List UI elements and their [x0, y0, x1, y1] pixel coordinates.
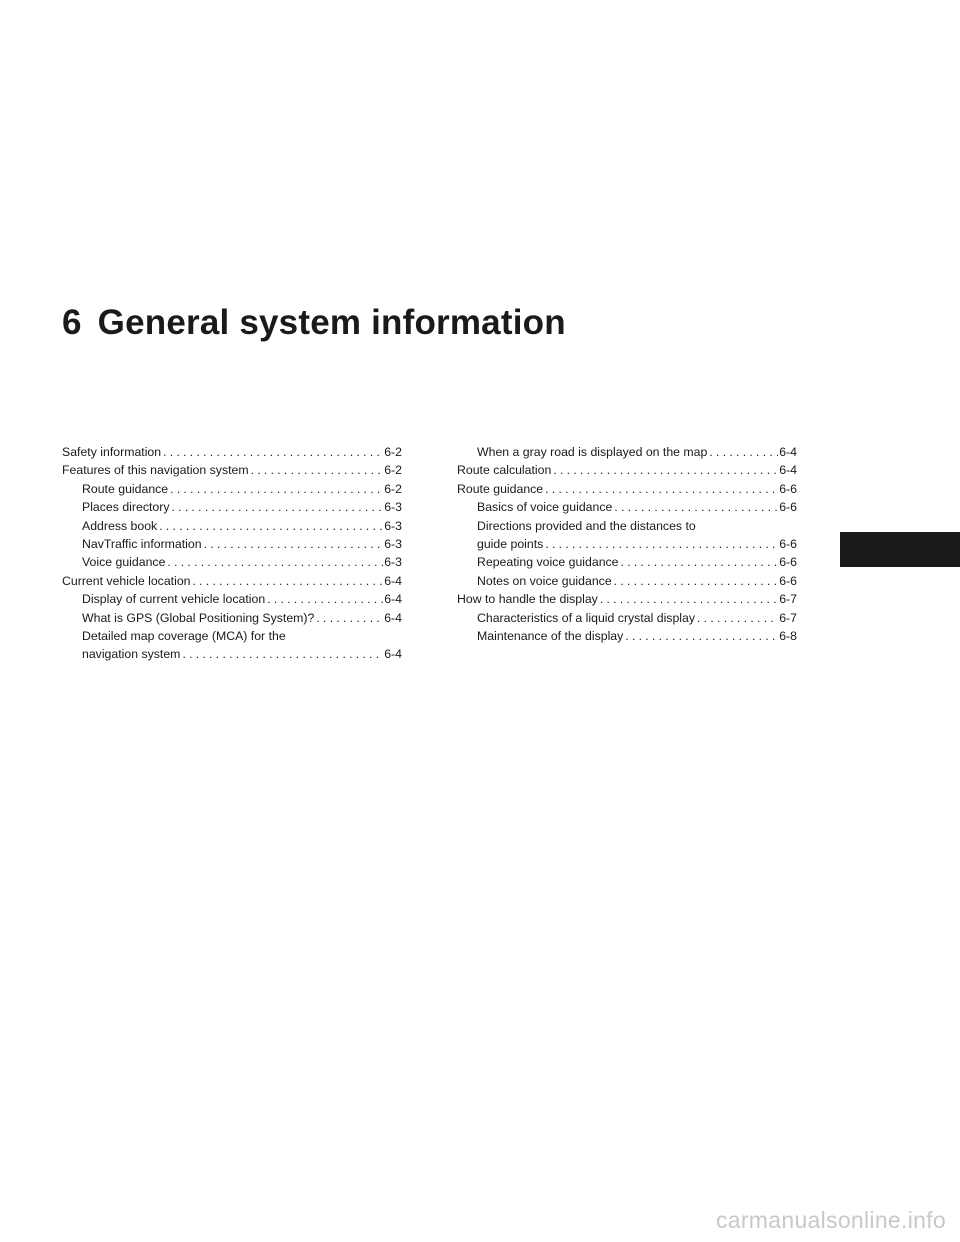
toc-entry-route-guidance[interactable]	[62, 480, 402, 498]
dot-leader	[167, 553, 383, 571]
toc-entry-page: 6-4	[384, 647, 402, 662]
toc-entry-gps[interactable]	[62, 609, 402, 627]
toc-entry-features[interactable]	[62, 461, 402, 479]
toc-entry-title: Notes on voice guidance	[477, 573, 612, 588]
toc-entry-page: 6-2	[384, 481, 402, 496]
toc-entry-title: Route guidance	[457, 481, 544, 496]
toc-entry-page: 6-8	[779, 629, 797, 644]
toc-entry-directions-line1[interactable]: Directions provided and the distances to	[477, 518, 696, 533]
toc-entry-title: Safety information	[62, 445, 162, 459]
toc-entry-page: 6-7	[779, 610, 797, 625]
toc-entry-repeating-voice[interactable]	[457, 553, 797, 571]
toc-entry-title: navigation system	[82, 647, 181, 662]
chapter-title-text: General system information	[97, 303, 566, 342]
toc-entry-page: 6-2	[384, 445, 402, 459]
dot-leader	[316, 609, 383, 627]
toc-entry-mca-line1[interactable]: Detailed map coverage (MCA) for the	[82, 629, 286, 644]
dot-leader	[193, 572, 384, 590]
dot-leader	[545, 480, 778, 498]
toc-entry-title: Repeating voice guidance	[477, 555, 619, 570]
toc-entry-page: 6-3	[384, 518, 402, 533]
toc-entry-page: 6-3	[384, 500, 402, 515]
toc-entry-title: What is GPS (Global Positioning System)?	[82, 610, 315, 625]
dot-leader	[251, 461, 384, 479]
toc-entry-page: 6-4	[779, 445, 797, 459]
toc-entry-title: Current vehicle location	[62, 573, 191, 588]
toc-entry-handle-display[interactable]	[457, 590, 797, 608]
dot-leader	[600, 590, 778, 608]
toc-entry-title: Display of current vehicle location	[82, 592, 266, 607]
toc-left-column	[62, 443, 402, 664]
toc-entry-lcd[interactable]	[457, 609, 797, 627]
toc-entry-basics-voice[interactable]	[457, 498, 797, 516]
dot-leader	[545, 535, 778, 553]
toc-entry-maintenance[interactable]	[457, 627, 797, 645]
toc-entry-page: 6-3	[384, 555, 402, 570]
toc-entry-page: 6-4	[384, 573, 402, 588]
toc-entry-current-vehicle-location[interactable]	[62, 572, 402, 590]
toc-entry-page: 6-6	[779, 500, 797, 515]
toc-entry-title: Places directory	[82, 500, 170, 515]
toc-right-column	[457, 443, 797, 645]
toc-entry-title: Route guidance	[82, 481, 169, 496]
toc-entry-route-calculation[interactable]	[457, 461, 797, 479]
toc-entry-page: 6-4	[384, 592, 402, 607]
toc-entry-page: 6-6	[779, 555, 797, 570]
toc-entry-page: 6-4	[384, 610, 402, 625]
dot-leader	[204, 535, 384, 553]
dot-leader	[182, 645, 383, 663]
toc-entry-directions[interactable]	[457, 535, 797, 553]
toc-entry-page: 6-4	[779, 463, 797, 478]
dot-leader	[267, 590, 383, 608]
toc-entry-title: Route calculation	[457, 463, 552, 478]
toc-entry-page: 6-6	[779, 573, 797, 588]
toc-entry-safety-information[interactable]	[62, 443, 402, 461]
dot-leader	[170, 480, 383, 498]
dot-leader	[553, 461, 778, 479]
toc-entry-places-directory[interactable]	[62, 498, 402, 516]
dot-leader	[614, 498, 778, 516]
toc-entry-title: Characteristics of a liquid crystal display	[477, 610, 696, 625]
toc-entry-title: Features of this navigation system	[62, 463, 249, 478]
toc-entry-page: 6-3	[384, 537, 402, 552]
toc-entry-title: NavTraffic information	[82, 537, 202, 552]
toc-entry-title: Basics of voice guidance	[477, 500, 613, 515]
dot-leader	[614, 572, 779, 590]
toc-entry-navtraffic[interactable]	[62, 535, 402, 553]
toc-entry-title: guide points	[477, 537, 544, 552]
toc-entry-title: How to handle the display	[457, 592, 598, 607]
toc-entry-gray-road[interactable]	[457, 443, 797, 461]
toc-entry-title: When a gray road is displayed on the map	[477, 445, 708, 459]
toc-entry-page: 6-6	[779, 481, 797, 496]
dot-leader	[159, 517, 383, 535]
toc-entry-title: Address book	[82, 518, 158, 533]
dot-leader	[697, 609, 778, 627]
dot-leader	[709, 443, 778, 461]
watermark-text: carmanualsonline.info	[715, 1207, 946, 1233]
toc-entry-page: 6-6	[779, 537, 797, 552]
chapter-side-tab	[840, 532, 960, 567]
toc-entry-address-book[interactable]	[62, 517, 402, 535]
toc-entry-notes-voice[interactable]	[457, 572, 797, 590]
dot-leader	[625, 627, 778, 645]
toc-entry-mca[interactable]	[62, 645, 402, 663]
dot-leader	[621, 553, 779, 571]
chapter-number: 6	[62, 303, 82, 342]
toc-entry-title: Voice guidance	[82, 555, 166, 570]
toc-entry-voice-guidance[interactable]	[62, 553, 402, 571]
toc-entry-page: 6-2	[384, 463, 402, 478]
toc-entry-display-location[interactable]	[62, 590, 402, 608]
chapter-title	[62, 303, 566, 343]
toc-entry-title: Maintenance of the display	[477, 629, 624, 644]
toc-entry-page: 6-7	[779, 592, 797, 607]
toc-entry-route-guidance-main[interactable]	[457, 480, 797, 498]
dot-leader	[163, 443, 383, 461]
dot-leader	[171, 498, 383, 516]
